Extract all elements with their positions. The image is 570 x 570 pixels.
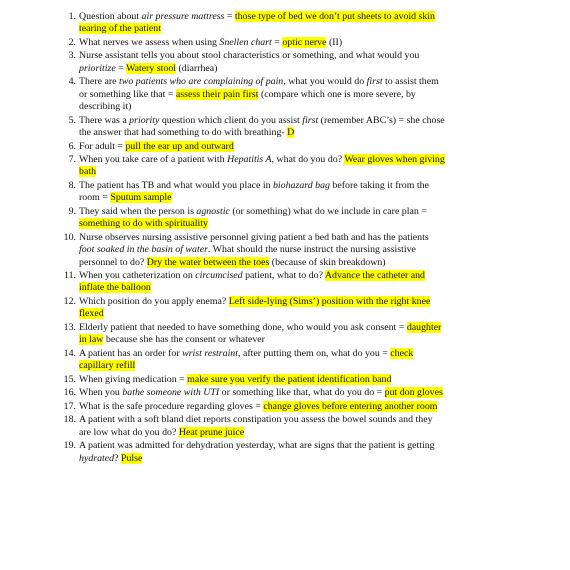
item-number: 8. (68, 179, 76, 191)
item-number: 16. (63, 387, 76, 399)
list-item (56, 414, 446, 439)
italic-text: hydrated (79, 452, 115, 464)
highlighted-answer: Watery stool (126, 62, 177, 74)
highlighted-answer: Pulse (120, 452, 143, 464)
italic-text: first (302, 114, 319, 126)
italic-text: wrist restraint (182, 347, 238, 359)
list-item (56, 206, 446, 231)
item-number: 7. (68, 154, 76, 166)
list-item (56, 11, 446, 36)
item-text: or something like that, what do you do = (219, 387, 385, 399)
list-item (56, 440, 446, 465)
item-text: When you take care of a patient with (79, 154, 228, 166)
list-item (56, 50, 446, 75)
item-number: 1. (68, 11, 76, 22)
highlighted-answer: check capillary refill (79, 347, 414, 372)
item-text: , what do you do? (271, 154, 345, 166)
list-item (56, 374, 446, 386)
item-number: 11. (64, 270, 76, 282)
item-text: What is the safe procedure regarding gloves = (79, 400, 264, 412)
highlighted-answer: make sure you verify the patient identification band (187, 373, 392, 385)
item-number: 2. (68, 36, 76, 48)
item-text: When you catheterization on (79, 270, 196, 282)
item-number: 15. (63, 373, 76, 385)
item-text: (compare which one is more severe, by describing it) (79, 88, 416, 113)
item-text: ? (114, 452, 121, 464)
list-item (56, 401, 446, 413)
item-text: A patient was admitted for dehydration yesterday, what are signs that the patient is getting (79, 440, 435, 452)
highlighted-answer: optic nerve (282, 36, 327, 48)
highlighted-answer: daughter in law (79, 321, 442, 346)
item-text: The patient has TB and what would you place in (79, 179, 273, 191)
item-text: When giving medication = (79, 373, 188, 385)
item-text: Which position do you apply enema? (79, 295, 229, 307)
item-text: patient, what to do? (242, 270, 325, 282)
item-number: 3. (68, 50, 76, 62)
item-text: Nurse assistant tells you about stool characteristics or something, and what would you (79, 50, 420, 62)
item-text: = (115, 62, 127, 74)
highlighted-answer: Wear gloves when giving bath (79, 154, 445, 178)
list-item (56, 296, 446, 321)
highlighted-answer: Dry the water between the toes (146, 256, 270, 268)
list-item (56, 115, 446, 140)
highlighted-answer: Heat prune juice (178, 426, 245, 438)
item-text: For adult = (79, 140, 126, 152)
highlighted-answer: Advance the catheter and inflate the balloon (79, 270, 425, 294)
italic-text: biohazard bag (272, 179, 330, 191)
item-number: 6. (68, 140, 76, 152)
highlighted-answer: D (287, 127, 295, 139)
italic-text: bathe someone with UTI (122, 387, 220, 399)
highlighted-answer: put don gloves (384, 387, 443, 399)
item-text: question which client do you assist (159, 114, 303, 126)
item-text: (or something) what do we include in care plan = (229, 205, 427, 217)
italic-text: priority (129, 114, 160, 126)
italic-text: prioritize (79, 62, 116, 74)
italic-text: first (366, 76, 383, 88)
item-number: 5. (68, 114, 76, 126)
list-item (56, 348, 446, 373)
item-text: There are (79, 76, 120, 88)
italic-text: Hepatitis A (227, 154, 272, 166)
italic-text: two patients who are complaining of pain (119, 76, 284, 88)
item-number: 4. (68, 76, 76, 88)
item-text: (II) (326, 36, 343, 48)
highlighted-answer: those type of bed we don’t put sheets to avoid skin tearing of the patient (79, 11, 435, 35)
item-number: 18. (63, 414, 76, 426)
list-item (56, 232, 446, 269)
italic-text: air pressure mattress (141, 11, 225, 22)
item-number: 14. (63, 347, 76, 359)
list-item (56, 180, 446, 205)
item-number: 12. (63, 295, 76, 307)
highlighted-answer: Left side-lying (Sims’) position with the right knee flexed (79, 295, 431, 320)
item-text: They said when the person is (79, 205, 197, 217)
highlighted-answer: assess their pain first (175, 88, 259, 100)
list-item (56, 76, 446, 113)
list-item (56, 322, 446, 347)
list-item (56, 270, 446, 295)
item-text: (diarrhea) (176, 62, 218, 74)
highlighted-answer: something to do with spirituality (79, 218, 208, 230)
item-number: 19. (63, 440, 76, 452)
numbered-question-list (56, 11, 446, 466)
item-number: 17. (63, 400, 76, 412)
highlighted-answer: pull the ear up and outward (125, 140, 234, 152)
item-text: Elderly patient that needed to have something done, who would you ask consent = (79, 321, 407, 333)
item-text: because she has the consent or whatever (103, 334, 265, 346)
list-item (56, 387, 446, 399)
item-number: 10. (63, 231, 76, 243)
item-text: A patient has an order for (79, 347, 183, 359)
item-text: = (271, 36, 283, 48)
item-text: . What should the nurse instruct the nursing assistive personnel to do? (79, 244, 416, 268)
item-text: When you (79, 387, 123, 399)
item-text: before taking it from the room = (79, 179, 429, 204)
italic-text: foot soaked in the basin of water (79, 244, 208, 256)
highlighted-answer: Sputum sample (110, 192, 172, 204)
item-text: to assist them or something like that = (79, 76, 439, 100)
item-number: 13. (63, 321, 76, 333)
italic-text: agnostic (196, 205, 230, 217)
item-text: (because of skin breakdown) (269, 256, 386, 268)
item-text: = (224, 11, 235, 22)
italic-text: circumcised (195, 270, 243, 282)
item-number: 9. (68, 205, 76, 217)
item-text: What nerves we assess when using (79, 36, 220, 48)
item-text: A patient with a soft bland diet reports constipation you assess the bowel sounds and they are low what do you do? (79, 414, 433, 438)
item-text: Nurse observes nursing assistive personnel giving patient a bed bath and has the patients (79, 231, 429, 243)
item-text: , what you would do (283, 76, 367, 88)
list-item (56, 141, 446, 153)
item-text: (remember ABC’s) = she chose the answer that had something to do with breathing- (79, 114, 445, 139)
highlighted-answer: change gloves before entering another room (263, 400, 438, 412)
list-item (56, 37, 446, 49)
item-text: Question about (79, 11, 142, 22)
item-text: , after putting them on, what do you = (238, 347, 391, 359)
list-item (56, 154, 446, 179)
item-text: There was a (79, 114, 130, 126)
italic-text: Snellen chart (219, 36, 272, 48)
